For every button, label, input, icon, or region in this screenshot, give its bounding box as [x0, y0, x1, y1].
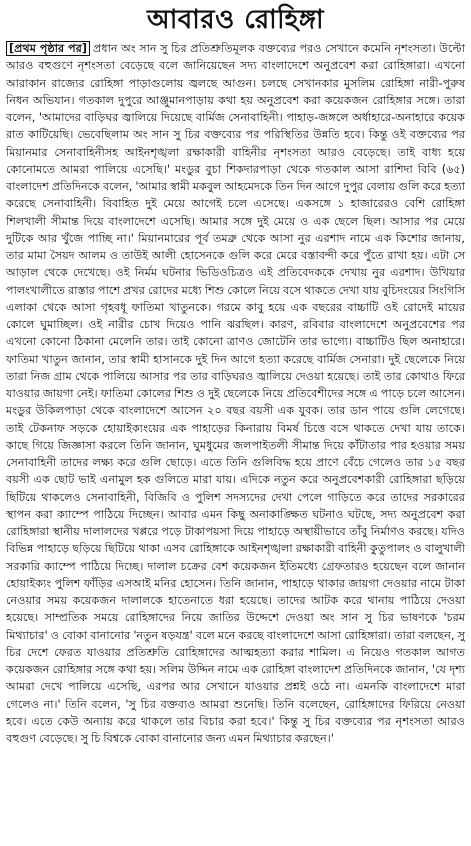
headline: আবারও রোহিঙ্গা — [146, 5, 325, 35]
article-paragraph: প্রধান অং সান সু চির প্রতিশ্রুতিমূলক বক্তব্যের পরও সেখানে কমেনি নৃশংসতা। উল্টো আরও বহুগুণে নৃশংসতা বেড়েছে বলে জানিয়েছেন সদ্য বাংলাদেশে অনুপ্রবেশ করা রোহিঙ্গারা। এখনো আরাকান রাজ্যের রোহিঙ্গা পাড়াগুলোয় জ্বলছে আগুন। চলছে সেখানকার মুসলিম রোহিঙ্গা নারী-পুরুষ নিধন অভিযান। গতকাল দুপুরে আঞ্জুমানপাড়ায় কথা হয় অনুপ্রবেশ করা কয়েকজন রোহিঙ্গার সঙ্গে। তারা বলেন, 'আমাদের বাড়িঘর জ্বালিয়ে দিয়েছে বার্মিজ সেনাবাহিনী। পাহাড়-জঙ্গলে অর্ধাহারে-অনাহারে কয়েক রাত কাটিয়েছি। ভেবেছিলাম অং সান সু চির বক্তব্যের পর পরিস্থিতির উন্নতি হবে। কিন্তু ওই বক্তব্যের পর মিয়ানমার সেনাবাহিনীসহ আইনশৃঙ্খলা রক্ষাকারী বাহিনীর নৃশংসতা আরও বেড়েছে। তাই বাধ্য হয়ে কোনোমতে আমরা পালিয়ে এসেছি।' মংডুর বুচা শিকদারপাড়া থেকে গতকাল আসা রাশিদা বিবি (৬৫) বাংলাদেশ প্রতিদিনকে বলেন, 'আমার স্বামী মকবুল আহমেদকে তিন দিন আগে দুপুর বেলায় গুলি করে হত্যা করেছে সেনাবাহিনী। বিবাহিত দুই মেয়ে আগেই চলে এসেছে। একসঙ্গে ১ হাজারেরও বেশি রোহিঙ্গা শিলখালী সীমান্ত দিয়ে বাংলাদেশে এসেছি। আমার সঙ্গে দুই মেয়ে ও এক ছেলে ছিল। আসার পর মেয়ে দুটিকে আর খুঁজে পাচ্ছি না।' মিয়ানমারের পূর্ব তমব্রু থেকে আসা নুর এরশাদ নামে এক কিশোর জানায়, তার মামা সৈয়দ আলম ও তাউই আলী হোসেনকে গুলি করে মেরে বস্তাবন্দী করে পুঁতে রাখা হয়। এটা সে আড়াল থেকে দেখেছে। ওই নির্মম ঘটনার ভিডিওচিত্রও এই প্রতিবেদককে দেখায় নুর এরশাদ। উখিয়ার পালংখালীতে রাস্তার পাশে প্রখর রোদের মধ্যে শিশু কোলে নিয়ে বসে থাকতে দেখা যায় বুচিদংয়ের সিংগিসি এলাকা থেকে আসা গৃহবধূ ফাতিমা খাতুনকে। গরমে কাবু হয়ে এক বছরের বাচ্চাটি ওই রোদেই মায়ের কোলে ঘুমাচ্ছিল। ওই নারীর চোখ দিয়েও পানি ঝরছিল। কারণ, রবিবার বাংলাদেশে অনুপ্রবেশের পর এখনো কোনো ঠিকানা মেলেনি তার। তাই কোনো ত্রাণও জোটেনি তার ভাগ্যে। বাচ্চাটিও ছিল অনাহারে। ফাতিমা খাতুন জানান, তার স্বামী হাসানকে দুই দিন আগে হত্যা করেছে বার্মিজ সেনারা। দুই ছেলেকে নিয়ে তারা নিজ গ্রাম থেকে পালিয়ে আসার পর তার বাড়িঘরও জ্বালিয়ে দেওয়া হয়েছে। তাই তার কোথাও ফিরে যাওয়ার জায়গা নেই। ফাতিমা কোলের শিশু ও দুই ছেলেকে নিয়ে প্রতিবেশীদের সঙ্গে এ পাড়ে চলে আসেন। মংডুর উকিলপাড়া থেকে বাংলাদেশে আসেন ২০ বছর বয়সী এক যুবক। তার ডান পায়ে গুলি লেগেছে। তাই টেকনাফ সড়কে হোয়াইক্যংয়ের এক পাহাড়ের কিনারায় বিমর্ষ চিত্তে বসে থাকতে দেখা যায় তাকে। কাছে গিয়ে জিজ্ঞাসা করলে তিনি জানান, ঘুমধুমের জলপাইতলী সীমান্ত দিয়ে কাঁটাতার পার হওয়ার সময় সেনাবাহিনী তাদের লক্ষ্য করে গুলি ছোড়ে। এতে তিনি গুলিবিদ্ধ হয়ে প্রাণে বেঁচে গেলেও তার ১৫ বছর বয়সী এক ছোট ভাই এনামুল হক গুলিতে মারা যায়। এদিকে নতুন করে অনুপ্রবেশকারী রোহিঙ্গারা ছড়িয়ে ছিটিয়ে থাকলেও সেনাবাহিনী, বিজিবি ও পুলিশ সদস্যদের দেখা পেলে গাড়িতে করে তাদের সরকারের স্থাপন করা ক্যাম্পে পাঠিয়ে দিচ্ছেন। আবার এমন কিছু অনাকাঙ্ক্ষিত ঘটনাও ঘটছে, সদ্য অনুপ্রবেশ করা রোহিঙ্গারা স্থানীয় দালালদের খপ্পরে পড়ে টাকাপয়সা দিয়ে পাহাড়ে অস্থায়ীভাবে তাঁবু নির্মাণও করছে। যদিও বিভিন্ন পাহাড়ে ছড়িয়ে ছিটিয়ে থাকা এসব রোহিঙ্গাকে আইনশৃঙ্খলা রক্ষাকারী বাহিনী কুতুপালং ও বালুখালী সরকারি ক্যাম্পে পাঠিয়ে দিচ্ছে। দালাল চক্রের বেশ কয়েকজন ইতিমধ্যে গ্রেফতারও হয়েছেন বলে জানান হোয়াইক্যং পুলিশ ফাঁড়ির এসআই মনির হোসেন। তিনি জানান, পাহাড়ে থাকার জায়গা দেওয়ার নামে টাকা নেওয়ার সময় কয়েকজন দালালকে হাতেনাতে ধরা হয়েছে। তাদের আটক করে থানায় পাঠিয়ে দেওয়া হয়েছে। সাম্প্রতিক সময়ে রোহিঙ্গাদের নিয়ে জাতির উদ্দেশে দেওয়া অং সান সু চির ভাষণকে 'চরম মিথ্যাচার' ও বোকা বানানোর 'নতুন ষড়যন্ত্র' বলে মনে করছে বাংলাদেশে আসা রোহিঙ্গারা। তারা বলছেন, সু চির দেশে ফেরত যাওয়ার প্রতিশ্রুতি রোহিঙ্গাদের আত্মহত্যা করার শামিল। এ নিয়েও গতকাল আগত কয়েকজন রোহিঙ্গার সঙ্গে কথা হয়। সলিম উদ্দিন নামে এক রোহিঙ্গা বাংলাদেশ প্রতিদিনকে জানান, 'যে দৃশ্য আমরা দেখে পালিয়ে এসেছি, এরপর আর সেখানে যাওয়ার প্রশ্নই ওঠে না। এমনকি বাংলাদেশে মারা গেলেও না।' তিনি বলেন, 'সু চির বক্তব্যও আমরা শুনেছি। তিনি বলেছেন, রোহিঙ্গাদের ফিরিয়ে নেওয়া হবে। এতে কেউ অন্যায় করে থাকলে তার বিচার করা হবে।' কিন্তু সু চির বক্তব্যের পর নৃশংসতা আরও বহুগুণ বেড়েছে। সু চি বিশ্বকে বোকা বানানোর জন্য এমন মিথ্যাচার করছেন।' — [6, 42, 465, 745]
continued-tag: [প্রথম পৃষ্ঠার পর] — [6, 41, 90, 56]
article-body — [6, 40, 465, 747]
